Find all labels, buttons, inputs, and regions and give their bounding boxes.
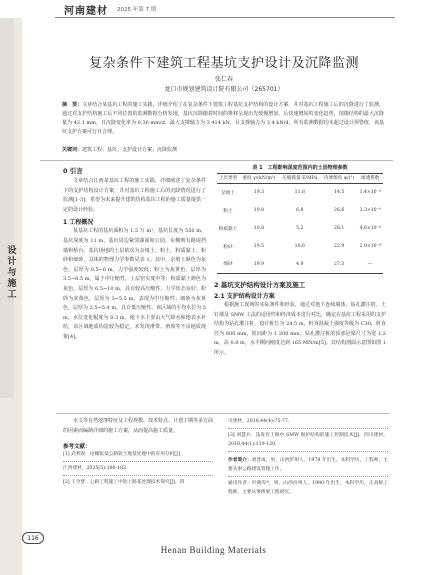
author-bio-label: 作者简介： bbox=[228, 458, 252, 463]
left-column bbox=[63, 164, 206, 343]
dotted-rule bbox=[228, 476, 388, 477]
table-cell: 19.9 bbox=[239, 256, 279, 274]
table-cell: 粉土 bbox=[223, 208, 233, 214]
table-header-cell: 压缩模量 E/MPa bbox=[279, 174, 321, 184]
table-cell: 28.1 bbox=[334, 226, 345, 231]
table-cell: 10.6 bbox=[294, 244, 305, 249]
abstract-text: 文章结合某基坑工程的施工实践，详细介绍了在复杂条件下建筑工程基坑支护结构的设计方案，并对基坑工程施工后的沉降进行了监测。通过对支护结构施工后不同位置的监测数据分析发现，基坑沉降随着时间的推移呈现出先缓慢增加、后快速增加的变化趋势，围墙结构的最大沉降量为 42.1 mm，且沉降变化率为 0.36 mm/d；最大支撑轴力为 3 414 kN，目支撑轴力为 3 4 kN/d，所有监测数据均未超过设计预警值，该基坑支护方案可行且合理。 bbox=[62, 102, 384, 135]
table-cell: 14.5 bbox=[334, 190, 345, 196]
dotted-rule bbox=[63, 461, 213, 462]
dotted-rule bbox=[228, 451, 388, 452]
header-rule bbox=[55, 17, 395, 18]
page-number: 116 bbox=[22, 532, 44, 544]
table-row bbox=[217, 238, 383, 256]
journal-header bbox=[0, 0, 427, 18]
reference-item: [1] 武利春．论哪张某公路软土地基处理中的应用分析[J]． bbox=[63, 452, 185, 458]
table-cell: 1.4×10⁻⁴ bbox=[359, 190, 381, 196]
table-header-cell: 土层类型 bbox=[217, 174, 239, 184]
side-char: 与 bbox=[7, 268, 17, 278]
section-divider bbox=[40, 160, 393, 161]
design-paragraph: 根据施工现场的实际条件和经验，通过对地下连续墙体、钻孔灌注桩、土钉墙及 SMW 工法的适用性和经济成本进行对比，确定在基坑工程采用的支护结构为钻孔灌注桩，设计桩长为 24.5 m，桩身混凝土强度等级为 C30，桩直径为 800 mm，桩间距为 1 200 mm，钻孔灌注桩的顶部冠梁尺寸为宽 1.2 m，高 0.8 m，水平侧向刚度达到 165 MN/m[5]。其结构剖面示意图如图 1 所示。 bbox=[214, 302, 386, 356]
intro-paragraph: 文章结合江西某基坑工程的施工实践，详细阐述了复杂条件下的支护结构设计方案，并对基坑工程施工后的沉降情况进行了监测[1-3]，希望为未来提升建筑结构基坑工程的施工质量提供一定的设计经验。 bbox=[63, 178, 206, 213]
table-cell: 19.8 bbox=[253, 208, 265, 213]
table-caption: 表 1 工程影响深度范围内的土层物理参数 bbox=[252, 165, 348, 171]
subsection-heading: 2.1 支护结构设计方案 bbox=[214, 293, 275, 300]
author-name: 张仁春 bbox=[214, 76, 233, 83]
bottom-paragraph: 水文等自然地理特征及工程规模、技术特点、计划工期等多方面的因素而编制详细的施工方案，从而提高施工质量。 bbox=[63, 418, 214, 434]
table-cell: 粉砂 bbox=[223, 244, 233, 250]
issue-label: 2025 年第 7 期 bbox=[117, 7, 157, 13]
dotted-rule bbox=[63, 475, 213, 476]
table-cell: 27.3 bbox=[321, 256, 358, 274]
keywords-text: 建筑工程；基坑；支护设计方案；沉降监测 bbox=[82, 147, 178, 153]
table-cell: 19.5 bbox=[253, 244, 265, 249]
side-char: 施 bbox=[7, 279, 17, 289]
table-row bbox=[217, 184, 383, 202]
side-char: 工 bbox=[7, 290, 17, 300]
side-char: 设 bbox=[7, 246, 17, 256]
article-title: 复杂条件下建筑工程基坑支护设计及沉降监测 bbox=[88, 56, 359, 71]
right-column bbox=[214, 164, 386, 359]
bottom-right-block bbox=[228, 417, 388, 497]
table-cell: 3.3×10⁻⁴ bbox=[359, 208, 381, 213]
reference-item: 川建材，2018,44(4):75-77. bbox=[228, 419, 290, 424]
table-cell: 2.0×10⁻⁴ bbox=[359, 244, 381, 249]
section-heading: 2 基坑支护结构设计方案及施工 bbox=[214, 281, 306, 289]
table-cell: 细砂 bbox=[217, 256, 239, 274]
table-cell: 4.9 bbox=[279, 256, 321, 274]
table-cell: 杂填土 bbox=[221, 190, 235, 196]
dotted-rule bbox=[228, 428, 388, 429]
abstract bbox=[62, 101, 384, 137]
table-header-cell: 渗透系数 bbox=[357, 174, 383, 184]
table-cell: — bbox=[357, 256, 383, 274]
keywords-label: 关键词： bbox=[62, 147, 83, 153]
table-header-cell: 重度 γ/(kN/m³) bbox=[239, 174, 279, 184]
side-char: 计 bbox=[7, 257, 17, 267]
soil-parameters-table bbox=[217, 173, 383, 274]
keywords bbox=[62, 146, 384, 153]
journal-footer: Henan Building Materials bbox=[160, 545, 267, 555]
journal-logo: 河南建材 bbox=[64, 6, 108, 17]
table-cell: 11.8 bbox=[294, 190, 305, 196]
table-cell: 19.3 bbox=[253, 190, 265, 196]
table-cell: 22.9 bbox=[334, 244, 345, 249]
author-bio bbox=[228, 456, 388, 474]
reference-item: [2] 王令梦．公路工程施工中软土路基处理技术探究[J]．四 bbox=[63, 480, 185, 486]
side-strip-dark bbox=[0, 18, 14, 398]
table-cell: 粉质黏土 bbox=[218, 226, 238, 232]
table-header-cell: 内摩擦角 φ/(°) bbox=[321, 174, 358, 184]
table-header-row bbox=[217, 174, 383, 184]
section-heading: 0 引言 bbox=[63, 167, 83, 175]
table-row bbox=[217, 220, 383, 238]
abstract-label: 摘 要： bbox=[62, 102, 83, 108]
reference-item: 江西建材，2025(5):180-182. bbox=[63, 466, 128, 472]
corresponding-author: 通讯作者：叶晓军*，男，山西汾州人，1980 年出生，本科学历，正高级工程师，主要从事桥梁工程研究。 bbox=[228, 481, 388, 495]
side-section-label bbox=[6, 246, 18, 301]
table-cell: 19.8 bbox=[253, 226, 265, 231]
overview-paragraph: 某基坑工程的基坑面积为 1.5 万 m²，基坑长度为 550 m，基坑深度为 11 m，基坑周边紧邻湖面和公园，东侧则有路堤挡墙和桥台。基坑场地的土层依次为杂填土、粉土、粉质黏土、粉砂和细砂，具体的物理力学参数见表 1。其中，杂填土颜色为灰色，层厚为 0.5~6 m，力学强度较低；粉土为灰黄色，层厚为 3.5~8.5 m，属于中压缩性，土层密实度中等；粉质黏土颜色为灰色，层厚为 6.5~10 m，具有较高压缩性，力学状态良好；粉砂为灰黄色，层厚为 3~5.5 m，表现为中压缩性；细砂为灰黄色，层厚为 2.5~5.4 m，具有低压缩性。该区域的平均水位为 5 m，水位变化幅度为 0.3 m，地下水主要由大气降水和地表水补给，该区域地质构造较为稳定，未发现滑带、滑坡等不良地质现象[4]。 bbox=[63, 228, 206, 340]
reference-item: [3] 刘慧兵．浅发有上路中 SMW 围护结构的施工控制技术[J]．四川建材，2018,44(1):119-120. bbox=[228, 433, 388, 447]
section-heading: 1 工程概况 bbox=[63, 219, 94, 227]
author-bio-text: 刘晋成，男，山西忻州人，1978 年出生，本科学历，工程师，主要从事公路建设管理工作。 bbox=[228, 458, 388, 472]
references-title: 参考文献： bbox=[63, 444, 91, 451]
table-cell: 5.2 bbox=[296, 226, 304, 231]
author-affiliation: 龙口市规划建筑设计院有限公司（265701） bbox=[164, 86, 284, 93]
bottom-left-block bbox=[63, 417, 213, 487]
table-row bbox=[217, 256, 383, 274]
table-cell: 4.6×10⁻⁴ bbox=[359, 226, 381, 231]
table-cell: 26.6 bbox=[334, 208, 345, 213]
column-divider bbox=[56, 413, 390, 414]
table-row bbox=[217, 202, 383, 220]
table-cell: 6.8 bbox=[296, 208, 304, 213]
